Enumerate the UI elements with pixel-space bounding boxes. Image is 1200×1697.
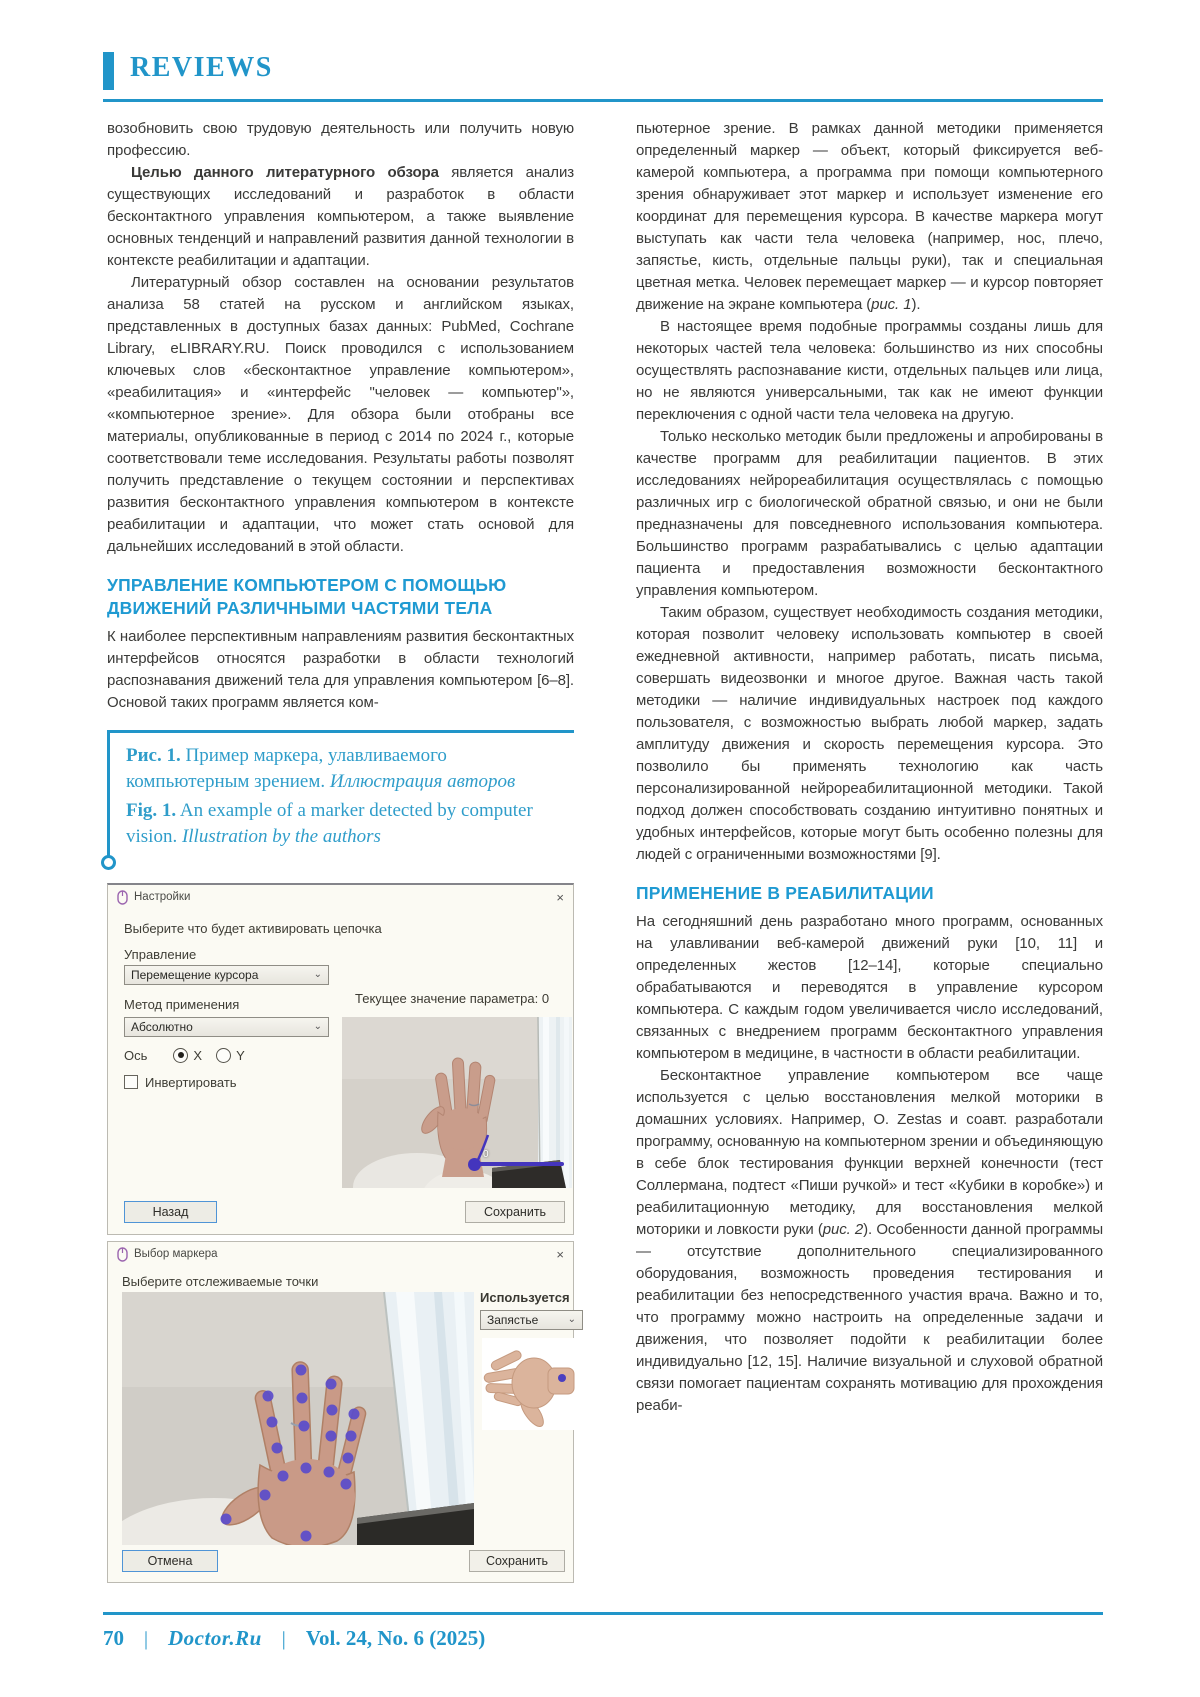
header-accent-bar: [103, 52, 114, 90]
issue-info: Vol. 24, No. 6 (2025): [305, 1626, 486, 1650]
save-button[interactable]: Сохранить: [465, 1201, 565, 1223]
radio-x-label: X: [193, 1047, 203, 1063]
figure-reference: рис. 1: [871, 296, 912, 313]
paragraph: Литературный обзор составлен на основании результатов анализа 58 статей на русском и английском языках, представленных в доступных базах данных: PubMed, Cochrane Library, eLIBRARY.RU. Поиск проводился с использованием ключевых слов «бесконтактное управление компьютером», «реабилитация» и «интерфейс "человек — компьютер"», «компьютерное зрение». Для обзора были отобраны все материалы, опубликованные в период с 2014 по 2024 г., которые соответствовали теме исследования. Результаты работы позволят получить представление о текущем состоянии и перспективах развития бесконтактного управления компьютером в контексте реабилитации и адаптации, что может стать основой для дальнейших исследований в этой области.: [107, 274, 574, 555]
reference-hand-image: [482, 1338, 582, 1430]
figure-caption-en: [126, 798, 570, 851]
figure-reference: рис. 2: [822, 1220, 864, 1238]
mouse-icon: [117, 1247, 128, 1262]
article-body: [107, 118, 1104, 1583]
invert-row: [124, 1075, 237, 1090]
page-number: 70: [103, 1626, 124, 1650]
control-select-value: Перемещение курсора: [131, 967, 259, 982]
marker-value-label: 0: [483, 1148, 489, 1160]
chevron-down-icon: ⌄: [567, 1313, 576, 1325]
method-select-value: Абсолютно: [131, 1019, 193, 1034]
current-value-label: Текущее значение параметра: 0: [355, 990, 550, 1006]
paragraph: [107, 162, 574, 272]
window-title: Выбор маркера: [134, 1248, 218, 1261]
paragraph: Только несколько методик были предложены и апробированы в качестве программ для реабилитации пациентов. В этих исследованиях нейрореабилитация осуществлялась с помощью различных игр с биологической обратной связью, и они не были предназначены для повседневного использования компьютера. Большинство программ разрабатывались с целью адаптации пациента и предоставления возможности бесконтактного управления компьютером.: [636, 428, 1103, 599]
left-column: [107, 118, 574, 1583]
used-label: Используется: [480, 1289, 570, 1305]
axis-row: [124, 1048, 259, 1063]
paragraph-text: является анализ существующих исследований и разработок в области бесконтактного управления компьютером, а также выявление основных тенденций и направлений развития данной технологии в контексте реабилитации и адаптации.: [107, 164, 574, 269]
header-rule: [103, 99, 1103, 102]
section-heading: УПРАВЛЕНИЕ КОМПЬЮТЕРОМ С ПОМОЩЬЮ ДВИЖЕНИЙ РАЗЛИЧНЫМИ ЧАСТЯМИ ТЕЛА: [107, 575, 507, 618]
paragraph: В настоящее время подобные программы созданы лишь для некоторых частей тела человека: большинство из них способны осуществлять распознавание кисти, отдельных пальцев или лица, но не являются универсальными, так как не имеют функции переключения с одной части тела человека на другую.: [636, 318, 1103, 423]
footer-rule: [103, 1612, 1103, 1615]
close-icon[interactable]: ×: [556, 1246, 564, 1262]
method-select[interactable]: [124, 1017, 329, 1037]
figure-caption-ru: [126, 743, 570, 796]
paragraph: [636, 1065, 1103, 1417]
marker-dot[interactable]: [468, 1158, 481, 1171]
control-label: Управление: [124, 946, 197, 962]
used-select[interactable]: [480, 1310, 583, 1330]
used-select-value: Запястье: [487, 1312, 539, 1327]
method-label: Метод применения: [124, 996, 240, 1012]
marker-trail-line: [478, 1162, 564, 1166]
mouse-icon: [117, 890, 128, 905]
page-header-title: REVIEWS: [130, 52, 273, 83]
cancel-button[interactable]: Отмена: [122, 1550, 218, 1572]
right-column: [636, 118, 1103, 1583]
footer-separator: |: [281, 1628, 286, 1650]
marker-window: [107, 1241, 574, 1583]
chevron-down-icon: ⌄: [313, 968, 322, 980]
paragraph: Таким образом, существует необходимость создания методики, которая позволит человеку использовать компьютер в своей ежедневной активности, например работать, писать письма, совершать видеозвонки и многое другое. Важная часть такой методики — наличие индивидуальных настроек под каждого пользователя, с возможностью выбрать любой маркер, задать амплитуду движения и скорость перемещения курсора. Это позволило бы применять технологию как часть персонализированной нейрореабилитационной методики. Такой подход должен способствовать созданию интуитивно понятных и удобных интерфейсов, которые могут быть особенно полезны для людей с ограниченными возможностями [9].: [636, 604, 1103, 863]
window-title: Настройки: [134, 891, 191, 904]
paragraph-text: Бесконтактное управление компьютером все чаще используется с целью восстановления мелкой моторики в домашних условиях. Например, O. Zestas и соавт. разработали программу, основанную на компьютерном зрении и объединяющую в себе блок тестирования функции верхней конечности (тест Соллермана, подтест «Пиши ручкой» и тест «Кубики в коробке») и реабилитационную методику, для восстановления мелкой моторики и ловкости руки (: [636, 1066, 1104, 1238]
figure-credit-ru: Иллюстрация авторов: [329, 771, 516, 793]
axis-label: Ось: [124, 1047, 148, 1063]
radio-axis-y[interactable]: [216, 1048, 231, 1063]
figure-text-en: An example of a marker detected by computer vision.: [126, 799, 533, 848]
caption-ring-ornament: [101, 855, 116, 870]
paragraph: К наиболее перспективным направлениям развития бесконтактных интерфейсов относятся разработки в области технологий распознавания движений тела для управления компьютером [6–8]. Основой таких программ является ком-: [107, 627, 574, 711]
paragraph: На сегодняшний день разработано много программ, основанных на улавливании веб-камерой движений руки [10, 11] и определенных жестов [12–14], которые специально обрабатываются и переводятся в управление курсором компьютера. С каждым годом увеличивается число исследований, связанных с внедрением программ бесконтактного управления компьютером в медицине, в частности в области реабилитации.: [636, 912, 1103, 1062]
tracking-photo: [122, 1292, 474, 1545]
control-select[interactable]: [124, 965, 329, 985]
paragraph-text: ). Особенности данной программы — отсутствие дополнительного специализированного оборудования, возможность проведения тестирования и реабилитации без непосредственного участия врача. Важно и то, что программу можно настроить на определенные задачи и движения, что позволяет подойти к реабилитации более индивидуально [12, 15]. Наличие визуальной и слуховой обратной связи помогает пациентам сохранять мотивацию для прохождения реаби-: [636, 1220, 1104, 1414]
paragraph-text: пьютерное зрение. В рамках данной методики применяется определенный маркер — объект, который фиксируется веб-камерой компьютера, а программа при помощи компьютерного зрения обнаруживает этот маркер и использует изменение его координат для перемещения курсора. В качестве маркера могут выступать как части тела человека (например, нос, плечо, запястье, кисть, отдельные пальцы руки), так и специальная цветная метка. Человек перемещает маркер — и курсор повторяет движение на экране компьютера (: [636, 120, 1103, 313]
radio-axis-x[interactable]: [173, 1048, 188, 1063]
back-button[interactable]: Назад: [124, 1201, 217, 1223]
figure-label-en: Fig. 1.: [126, 799, 177, 821]
paragraph: возобновить свою трудовую деятельность или получить новую профессию.: [107, 120, 574, 159]
figure-credit-en: Illustration by the authors: [181, 826, 381, 848]
paragraph: [636, 118, 1103, 316]
marker-prompt: Выберите отслеживаемые точки: [122, 1273, 319, 1289]
footer-separator: |: [144, 1628, 149, 1650]
figure-text-ru: Пример маркера, улавливаемого компьютерным зрением.: [126, 744, 447, 793]
settings-window: [107, 883, 574, 1235]
figure-caption: [107, 730, 574, 863]
save-button[interactable]: Сохранить: [469, 1550, 565, 1572]
footer: [103, 1626, 485, 1651]
journal-logo: Doctor.Ru: [168, 1626, 262, 1650]
section-heading: ПРИМЕНЕНИЕ В РЕАБИЛИТАЦИИ: [636, 883, 934, 903]
figure-label-ru: Рис. 1.: [126, 744, 181, 766]
paragraph-lead: Целью данного литературного обзора: [131, 164, 439, 181]
settings-prompt: Выберите что будет активировать цепочка: [124, 920, 382, 936]
chevron-down-icon: ⌄: [313, 1020, 322, 1032]
invert-checkbox[interactable]: [124, 1075, 138, 1089]
close-icon[interactable]: ×: [556, 889, 564, 905]
webcam-preview: [342, 1017, 572, 1188]
radio-y-label: Y: [236, 1047, 245, 1063]
marker-window-titlebar: [117, 1247, 564, 1262]
tracked-hand-photo: [122, 1292, 474, 1545]
paragraph-text: ).: [911, 296, 921, 313]
settings-window-titlebar: [117, 890, 564, 905]
invert-label: Инвертировать: [145, 1074, 237, 1090]
